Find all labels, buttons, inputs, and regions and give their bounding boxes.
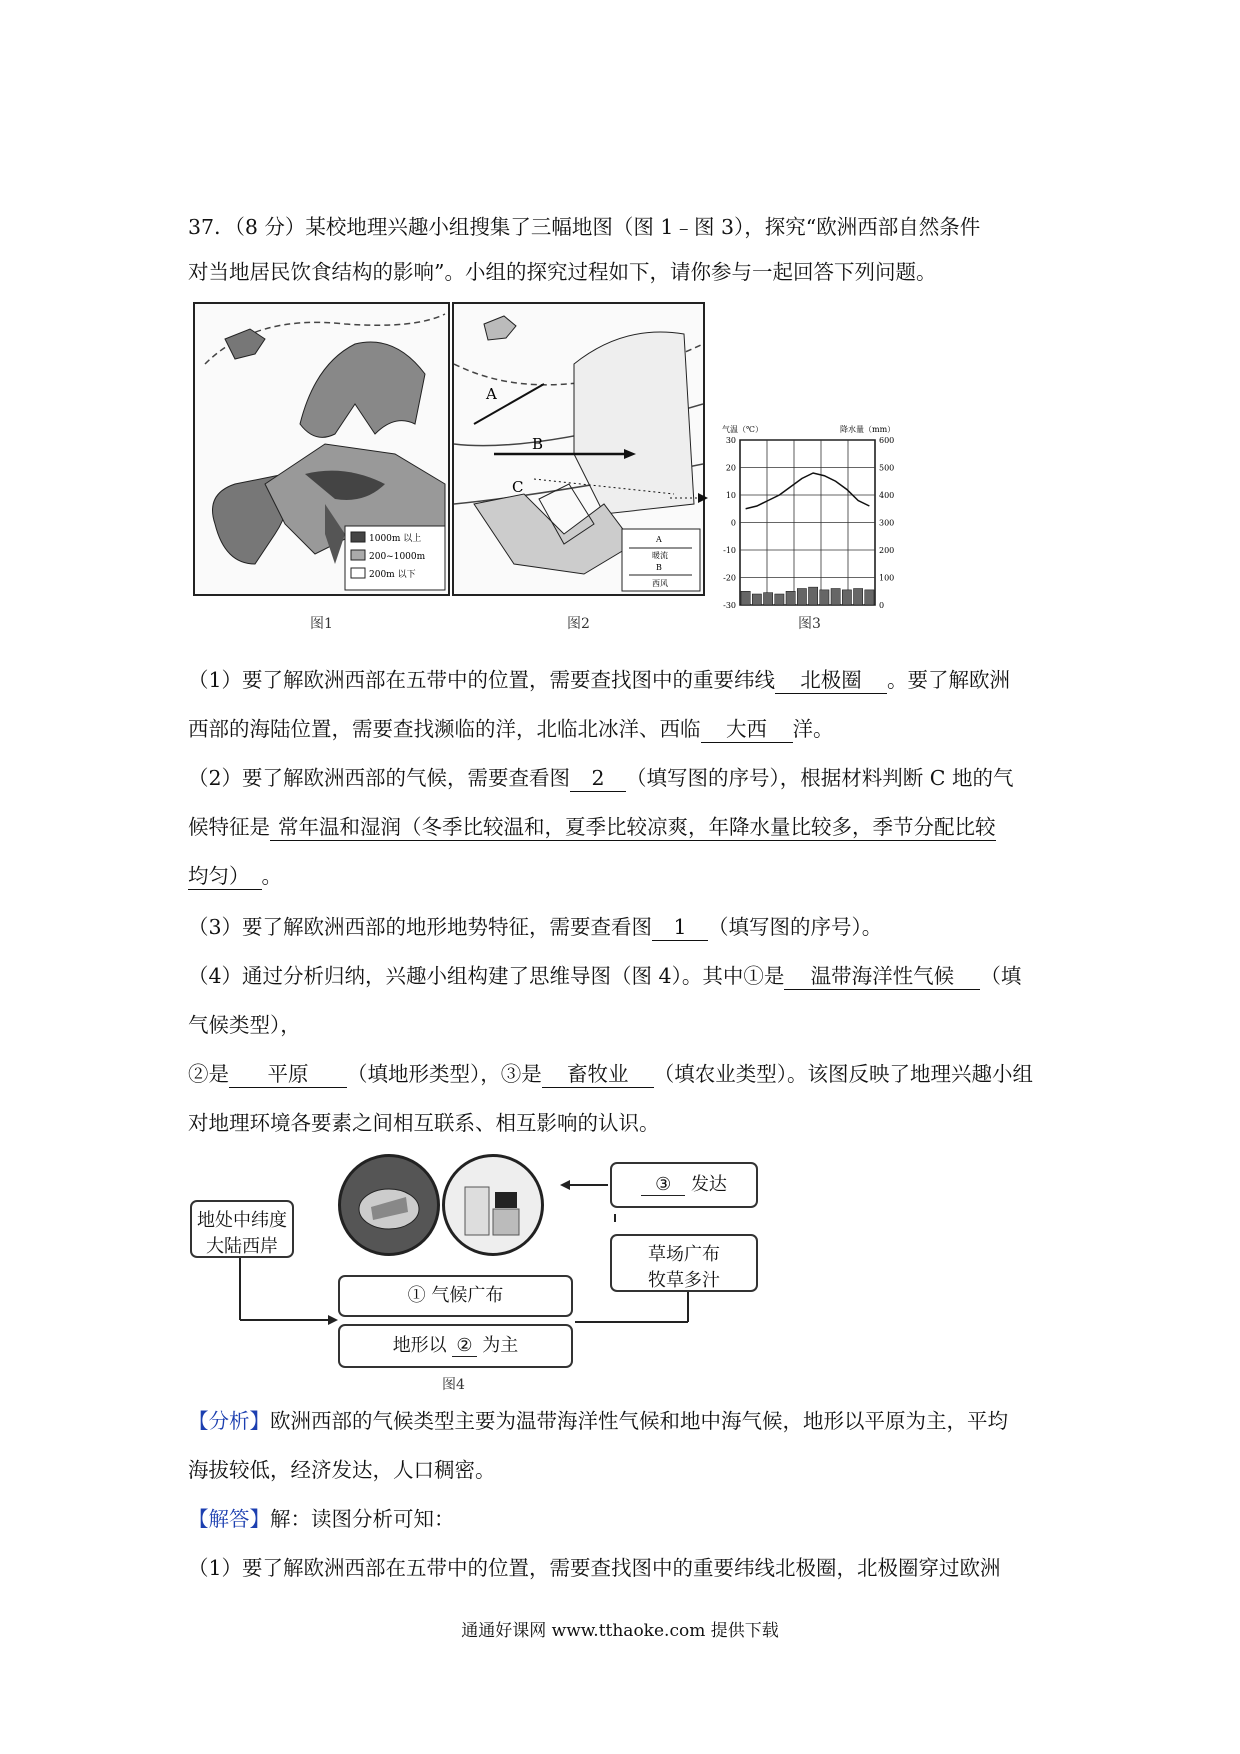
left-tick-label: 30 [725, 436, 736, 445]
q2-blank-2b: 均匀） [188, 863, 262, 890]
fig3-left-title: 气温（℃） [722, 425, 763, 434]
right-tick-label: 500 [879, 463, 895, 473]
right-tick-label: 400 [879, 491, 895, 500]
q2-line-3: 均匀） 。 [188, 864, 282, 888]
q4-blank-1: 温带海洋性气候 [784, 963, 980, 990]
q1-blank-1: 北极圈 [775, 667, 887, 694]
precipitation-bar [775, 594, 784, 605]
legend-2-westerly: 西风 [652, 579, 668, 588]
analysis-line-2: 海拔较低，经济发达，人口稠密。 [188, 1458, 496, 1482]
label-B: B [532, 435, 544, 453]
answer-line-1: 【解答】解：读图分析可知： [188, 1507, 455, 1531]
q2-line-1: （2）要了解欧洲西部的气候，需要查看图 2 （填写图的序号），根据材料判断 C 地的气 [188, 766, 1014, 790]
figure-4-mind-map [190, 1152, 770, 1392]
right-tick-label: 100 [879, 573, 895, 583]
right-tick-label: 0 [879, 601, 885, 610]
analysis-line-1: 【分析】欧洲西部的气候类型主要为温带海洋性气候和地中海气候，地形以平原为主，平均 [188, 1409, 1008, 1433]
question-line-1: 37．（8 分）某校地理兴趣小组搜集了三幅地图（图 1﹣图 3），探究“欧洲西部自然条件 [188, 215, 981, 239]
box-development: ③ 发达 [610, 1162, 758, 1208]
q1-line-2: 西部的海陆位置，需要查找濒临的洋，北临北冰洋、西临 大西 洋。 [188, 717, 834, 741]
q3-blank: 1 [652, 914, 708, 941]
q1-blank-2: 大西 [701, 716, 793, 743]
left-tick-label: 20 [725, 463, 736, 473]
figure-2-climate-map [452, 302, 705, 596]
box-grassland: 草场广布 牧草多汁 [610, 1234, 758, 1292]
q2-line-2: 候特征是 常年温和湿润（冬季比较温和，夏季比较凉爽，年降水量比较多，季节分配比较 [188, 815, 996, 839]
legend-2-warm: 暖流 [652, 551, 668, 560]
left-tick-label: -10 [723, 546, 736, 555]
precipitation-bar [752, 594, 761, 605]
precipitation-bar [842, 590, 851, 605]
q2-blank-2a: 常年温和湿润（冬季比较温和，夏季比较凉爽，年降水量比较多，季节分配比较 [270, 814, 996, 841]
q2-blank-1: 2 [570, 765, 626, 792]
analysis-tag: 【分析】 [188, 1409, 270, 1433]
precipitation-bar [786, 591, 795, 605]
figure-3-climate-chart [700, 420, 910, 610]
precipitation-bar [831, 589, 840, 606]
q4-line-2: 气候类型）， [188, 1013, 301, 1037]
figure-1-legend [345, 526, 445, 590]
question-line-2: 对当地居民饮食结构的影响”。小组的探究过程如下，请你参与一起回答下列问题。 [188, 260, 937, 284]
food-photo-1 [338, 1154, 440, 1256]
food-photo-2 [442, 1154, 544, 1256]
left-tick-label: 0 [730, 518, 736, 528]
box-location: 地处中纬度 大陆西岸 [190, 1200, 294, 1258]
right-tick-label: 200 [879, 546, 895, 555]
label-C: C [512, 478, 524, 496]
box-terrain: 地形以 ② 为主 [338, 1324, 573, 1368]
page-footer: 通通好课网 www.tthaoke.com 提供下载 [461, 1621, 779, 1641]
q4-blank-2: 平原 [229, 1061, 347, 1088]
q3-line: （3）要了解欧洲西部的地形地势特征，需要查看图 1 （填写图的序号）。 [188, 915, 883, 939]
precipitation-bar [820, 590, 829, 605]
precipitation-bar [854, 589, 863, 606]
box-climate: ① 气候广布 [338, 1275, 573, 1317]
left-tick-label: 10 [725, 491, 736, 500]
figure-2-legend [622, 529, 700, 591]
left-tick-label: -20 [723, 573, 736, 583]
fig3-right-title: 降水量（mm） [840, 425, 896, 434]
answer-tag: 【解答】 [188, 1507, 270, 1531]
legend-2-B: B [656, 563, 662, 572]
right-tick-label: 600 [879, 436, 895, 445]
right-tick-label: 300 [879, 518, 895, 528]
precipitation-bar [809, 587, 818, 605]
q4-line-3: ②是 平原 （填地形类型），③是 畜牧业 （填农业类型）。该图反映了地理兴趣小组 [188, 1062, 1033, 1086]
precipitation-bar [764, 593, 773, 605]
legend-3-label: 200m 以下 [369, 570, 416, 580]
figure-3-caption: 图3 [798, 616, 821, 632]
legend-2-label: 200~1000m [369, 552, 426, 562]
label-A: A [486, 385, 497, 403]
legend-2-A: A [656, 535, 662, 544]
precipitation-bar [797, 589, 806, 606]
figure-4-caption: 图4 [442, 1377, 465, 1393]
q4-line-1: （4）通过分析归纳，兴趣小组构建了思维导图（图 4）。其中①是 温带海洋性气候 （填 [188, 964, 1022, 988]
figure-1-caption: 图1 [310, 616, 333, 632]
left-tick-label: -30 [723, 601, 736, 610]
precipitation-bar [865, 590, 874, 605]
figure-2-caption: 图2 [567, 616, 590, 632]
answer-line-2: （1）要了解欧洲西部在五带中的位置，需要查找图中的重要纬线北极圈，北极圈穿过欧洲 [188, 1556, 1001, 1580]
q1-line-1: （1）要了解欧洲西部在五带中的位置，需要查找图中的重要纬线 北极圈 。要了解欧洲 [188, 668, 1011, 692]
q4-blank-3: 畜牧业 [542, 1061, 654, 1088]
figure-1-relief-map [193, 302, 450, 596]
q4-line-4: 对地理环境各要素之间相互联系、相互影响的认识。 [188, 1111, 660, 1135]
precipitation-bar [741, 591, 750, 605]
legend-1-label: 1000m 以上 [369, 534, 422, 544]
